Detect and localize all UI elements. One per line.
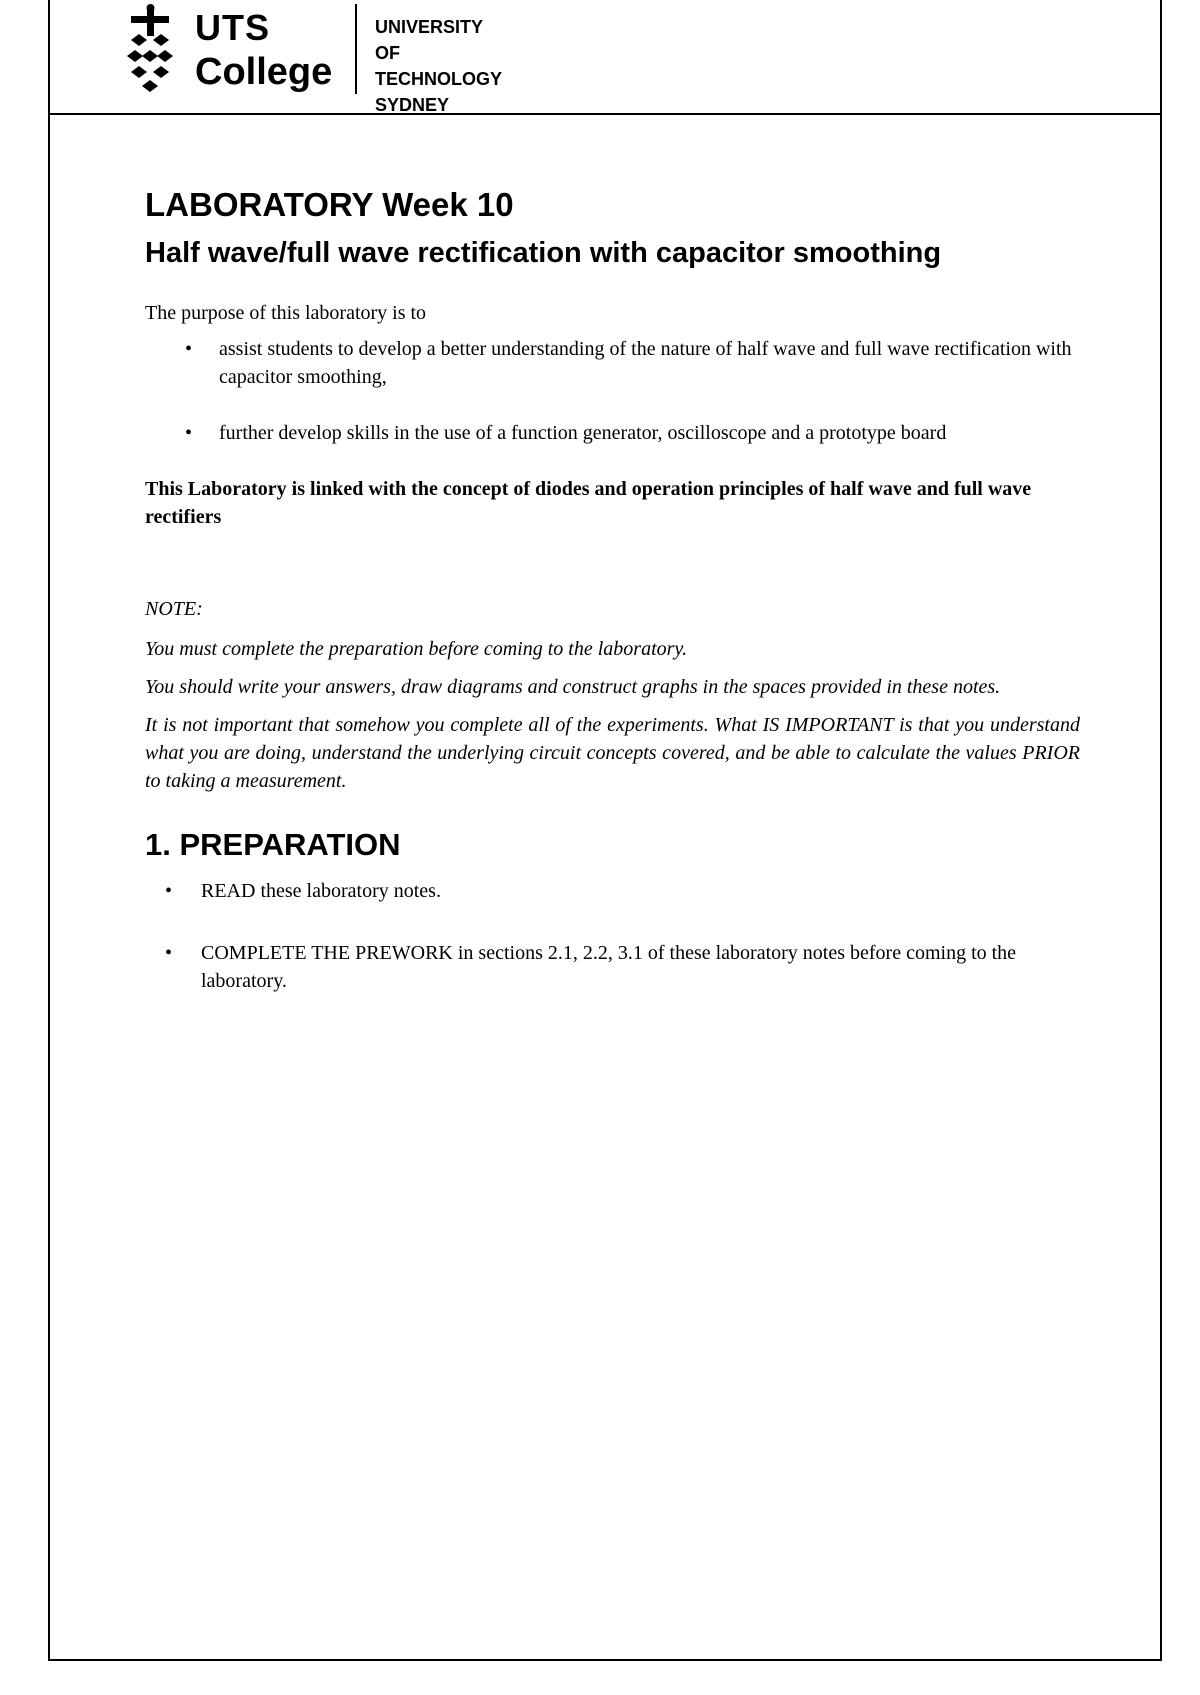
preparation-item-text: COMPLETE THE PREWORK in sections 2.1, 2.2, 3.1 of these laboratory notes before coming to the laboratory.	[201, 942, 1017, 992]
purpose-item-text: further develop skills in the use of a function generator, oscilloscope and a prototype board	[219, 422, 947, 444]
uts-emblem-icon	[125, 4, 175, 96]
university-name	[375, 14, 502, 118]
note-line: It is not important that somehow you complete all of the experiments. What IS IMPORTANT is that you understand what you are doing, understand the underlying circuit concepts covered, and be able to calculate the values PRIOR to taking a measurement.	[145, 714, 1080, 792]
header-divider	[48, 113, 1162, 115]
note-line: You should write your answers, draw diagrams and construct graphs in the spaces provided in these notes.	[145, 676, 1001, 698]
bullet-icon: •	[165, 880, 173, 902]
note-line: You must complete the preparation before coming to the laboratory.	[145, 638, 688, 660]
page-subtitle: Half wave/full wave rectification with capacitor smoothing	[145, 237, 942, 269]
logo-uts-text: UTS	[195, 7, 270, 48]
purpose-intro: The purpose of this laboratory is to	[145, 302, 427, 324]
list-item	[145, 877, 1080, 905]
university-line: SYDNEY	[375, 95, 450, 115]
note-title: NOTE:	[145, 598, 203, 620]
university-line: UNIVERSITY	[375, 17, 484, 37]
bullet-icon: •	[185, 338, 193, 360]
preparation-list	[145, 877, 1080, 995]
document-body	[145, 185, 1080, 1029]
purpose-list	[145, 335, 1080, 447]
linked-statement: This Laboratory is linked with the concept of diodes and operation principles of half wave and full wave rectifiers	[145, 478, 1032, 528]
list-item	[145, 939, 1080, 995]
logo-college-text: College	[195, 51, 333, 93]
university-line: OF TECHNOLOGY	[375, 43, 503, 89]
bullet-icon: •	[165, 942, 173, 964]
note-block	[145, 595, 1080, 795]
purpose-item-text: assist students to develop a better understanding of the nature of half wave and full wave rectification with capacitor smoothing,	[219, 338, 1072, 388]
section-heading-preparation: 1. PREPARATION	[145, 827, 401, 862]
bullet-icon: •	[185, 422, 193, 444]
logo-divider	[355, 4, 357, 94]
preparation-item-text: READ these laboratory notes.	[201, 880, 441, 902]
list-item	[145, 335, 1080, 391]
page-title: LABORATORY Week 10	[145, 186, 514, 223]
list-item	[145, 419, 1080, 447]
